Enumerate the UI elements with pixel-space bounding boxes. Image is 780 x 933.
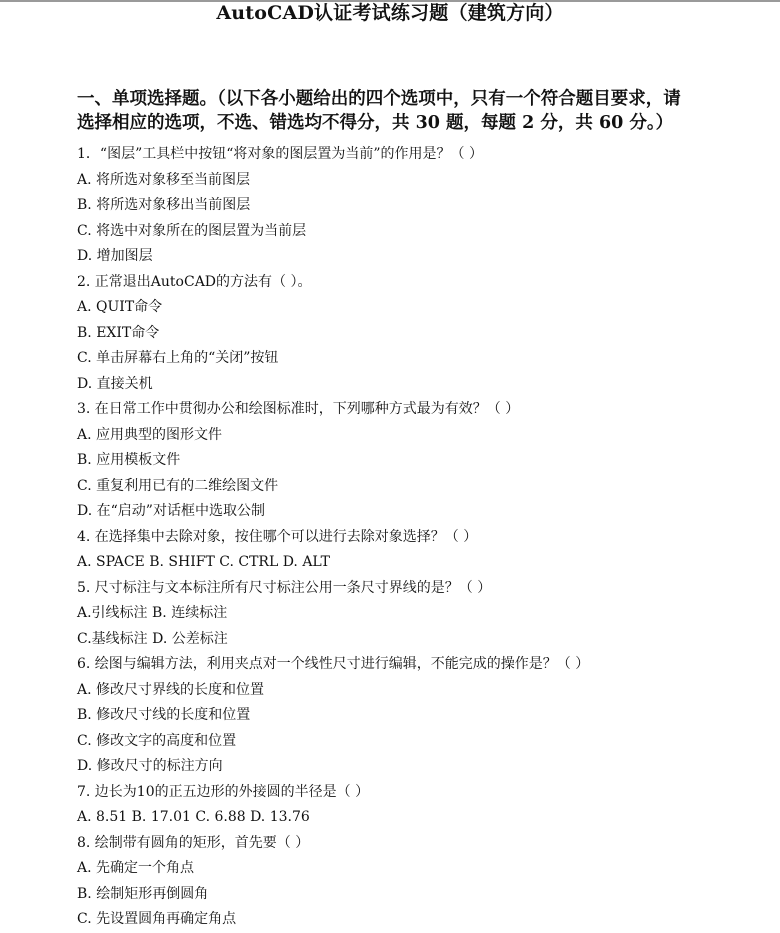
question-1-option-b: B. 将所选对象移出当前图层 xyxy=(77,197,251,213)
question-8-option-b: B. 绘制矩形再倒圆角 xyxy=(77,885,209,902)
question-8-option-c: C. 先设置圆角再确定角点 xyxy=(77,911,237,927)
question-6-option-d: D. 修改尺寸的标注方向 xyxy=(77,758,223,774)
question-3: 3. 在日常工作中贯彻办公和绘图标准时，下列哪种方式最为有效？（ ） xyxy=(77,401,520,417)
section-heading xyxy=(77,87,737,135)
question-2-option-d: D. 直接关机 xyxy=(77,375,153,392)
question-3-option-a: A. 应用典型的图形文件 xyxy=(77,426,223,443)
question-1: 1．“图层”工具栏中按钮“将对象的图层置为当前”的作用是？（ ） xyxy=(77,146,483,162)
question-2-option-c: C. 单击屏幕右上角的“关闭”按钮 xyxy=(77,350,279,366)
question-list xyxy=(77,142,757,933)
question-4-options: A. SPACE B. SHIFT C. CTRL D. ALT xyxy=(77,554,330,570)
question-8: 8. 绘制带有圆角的矩形，首先要（ ） xyxy=(77,834,310,851)
question-6-option-b: B. 修改尺寸线的长度和位置 xyxy=(77,707,251,723)
section-heading-line-1: 一、单项选择题。（以下各小题给出的四个选项中，只有一个符合题目要求，请 xyxy=(77,89,681,109)
question-7: 7. 边长为10的正五边形的外接圆的半径是（ ） xyxy=(77,783,370,800)
question-5-options-ab: A.引线标注 B. 连续标注 xyxy=(77,605,228,621)
question-6-option-c: C. 修改文字的高度和位置 xyxy=(77,732,237,749)
question-3-option-c: C. 重复利用已有的二维绘图文件 xyxy=(77,477,279,494)
question-3-option-d: D. 在“启动”对话框中选取公制 xyxy=(77,503,265,519)
question-2: 2. 正常退出AutoCAD的方法有（ ）。 xyxy=(77,273,312,290)
question-7-options: A. 8.51 B. 17.01 C. 6.88 D. 13.76 xyxy=(77,809,310,825)
question-1-option-d: D. 增加图层 xyxy=(77,248,153,264)
question-1-option-a: A. 将所选对象移至当前图层 xyxy=(77,171,251,188)
question-5: 5. 尺寸标注与文本标注所有尺寸标注公用一条尺寸界线的是？（ ） xyxy=(77,579,492,596)
question-2-option-b: B. EXIT命令 xyxy=(77,324,160,341)
question-5-options-cd: C.基线标注 D. 公差标注 xyxy=(77,630,228,647)
question-6: 6. 绘图与编辑方法，利用夹点对一个线性尺寸进行编辑，不能完成的操作是？（ ） xyxy=(77,656,590,672)
section-heading-line-2: 选择相应的选项，不选、错选均不得分，共 30 题，每题 2 分，共 60 分。） xyxy=(77,113,674,133)
question-2-option-a: A. QUIT命令 xyxy=(77,299,163,315)
question-3-option-b: B. 应用模板文件 xyxy=(77,452,181,468)
question-8-option-a: A. 先确定一个角点 xyxy=(77,860,195,876)
question-6-option-a: A. 修改尺寸界线的长度和位置 xyxy=(77,681,265,698)
question-1-option-c: C. 将选中对象所在的图层置为当前层 xyxy=(77,222,307,239)
question-4: 4. 在选择集中去除对象，按住哪个可以进行去除对象选择？（ ） xyxy=(77,528,478,545)
document-title: AutoCAD认证考试练习题（建筑方向） xyxy=(216,2,564,24)
